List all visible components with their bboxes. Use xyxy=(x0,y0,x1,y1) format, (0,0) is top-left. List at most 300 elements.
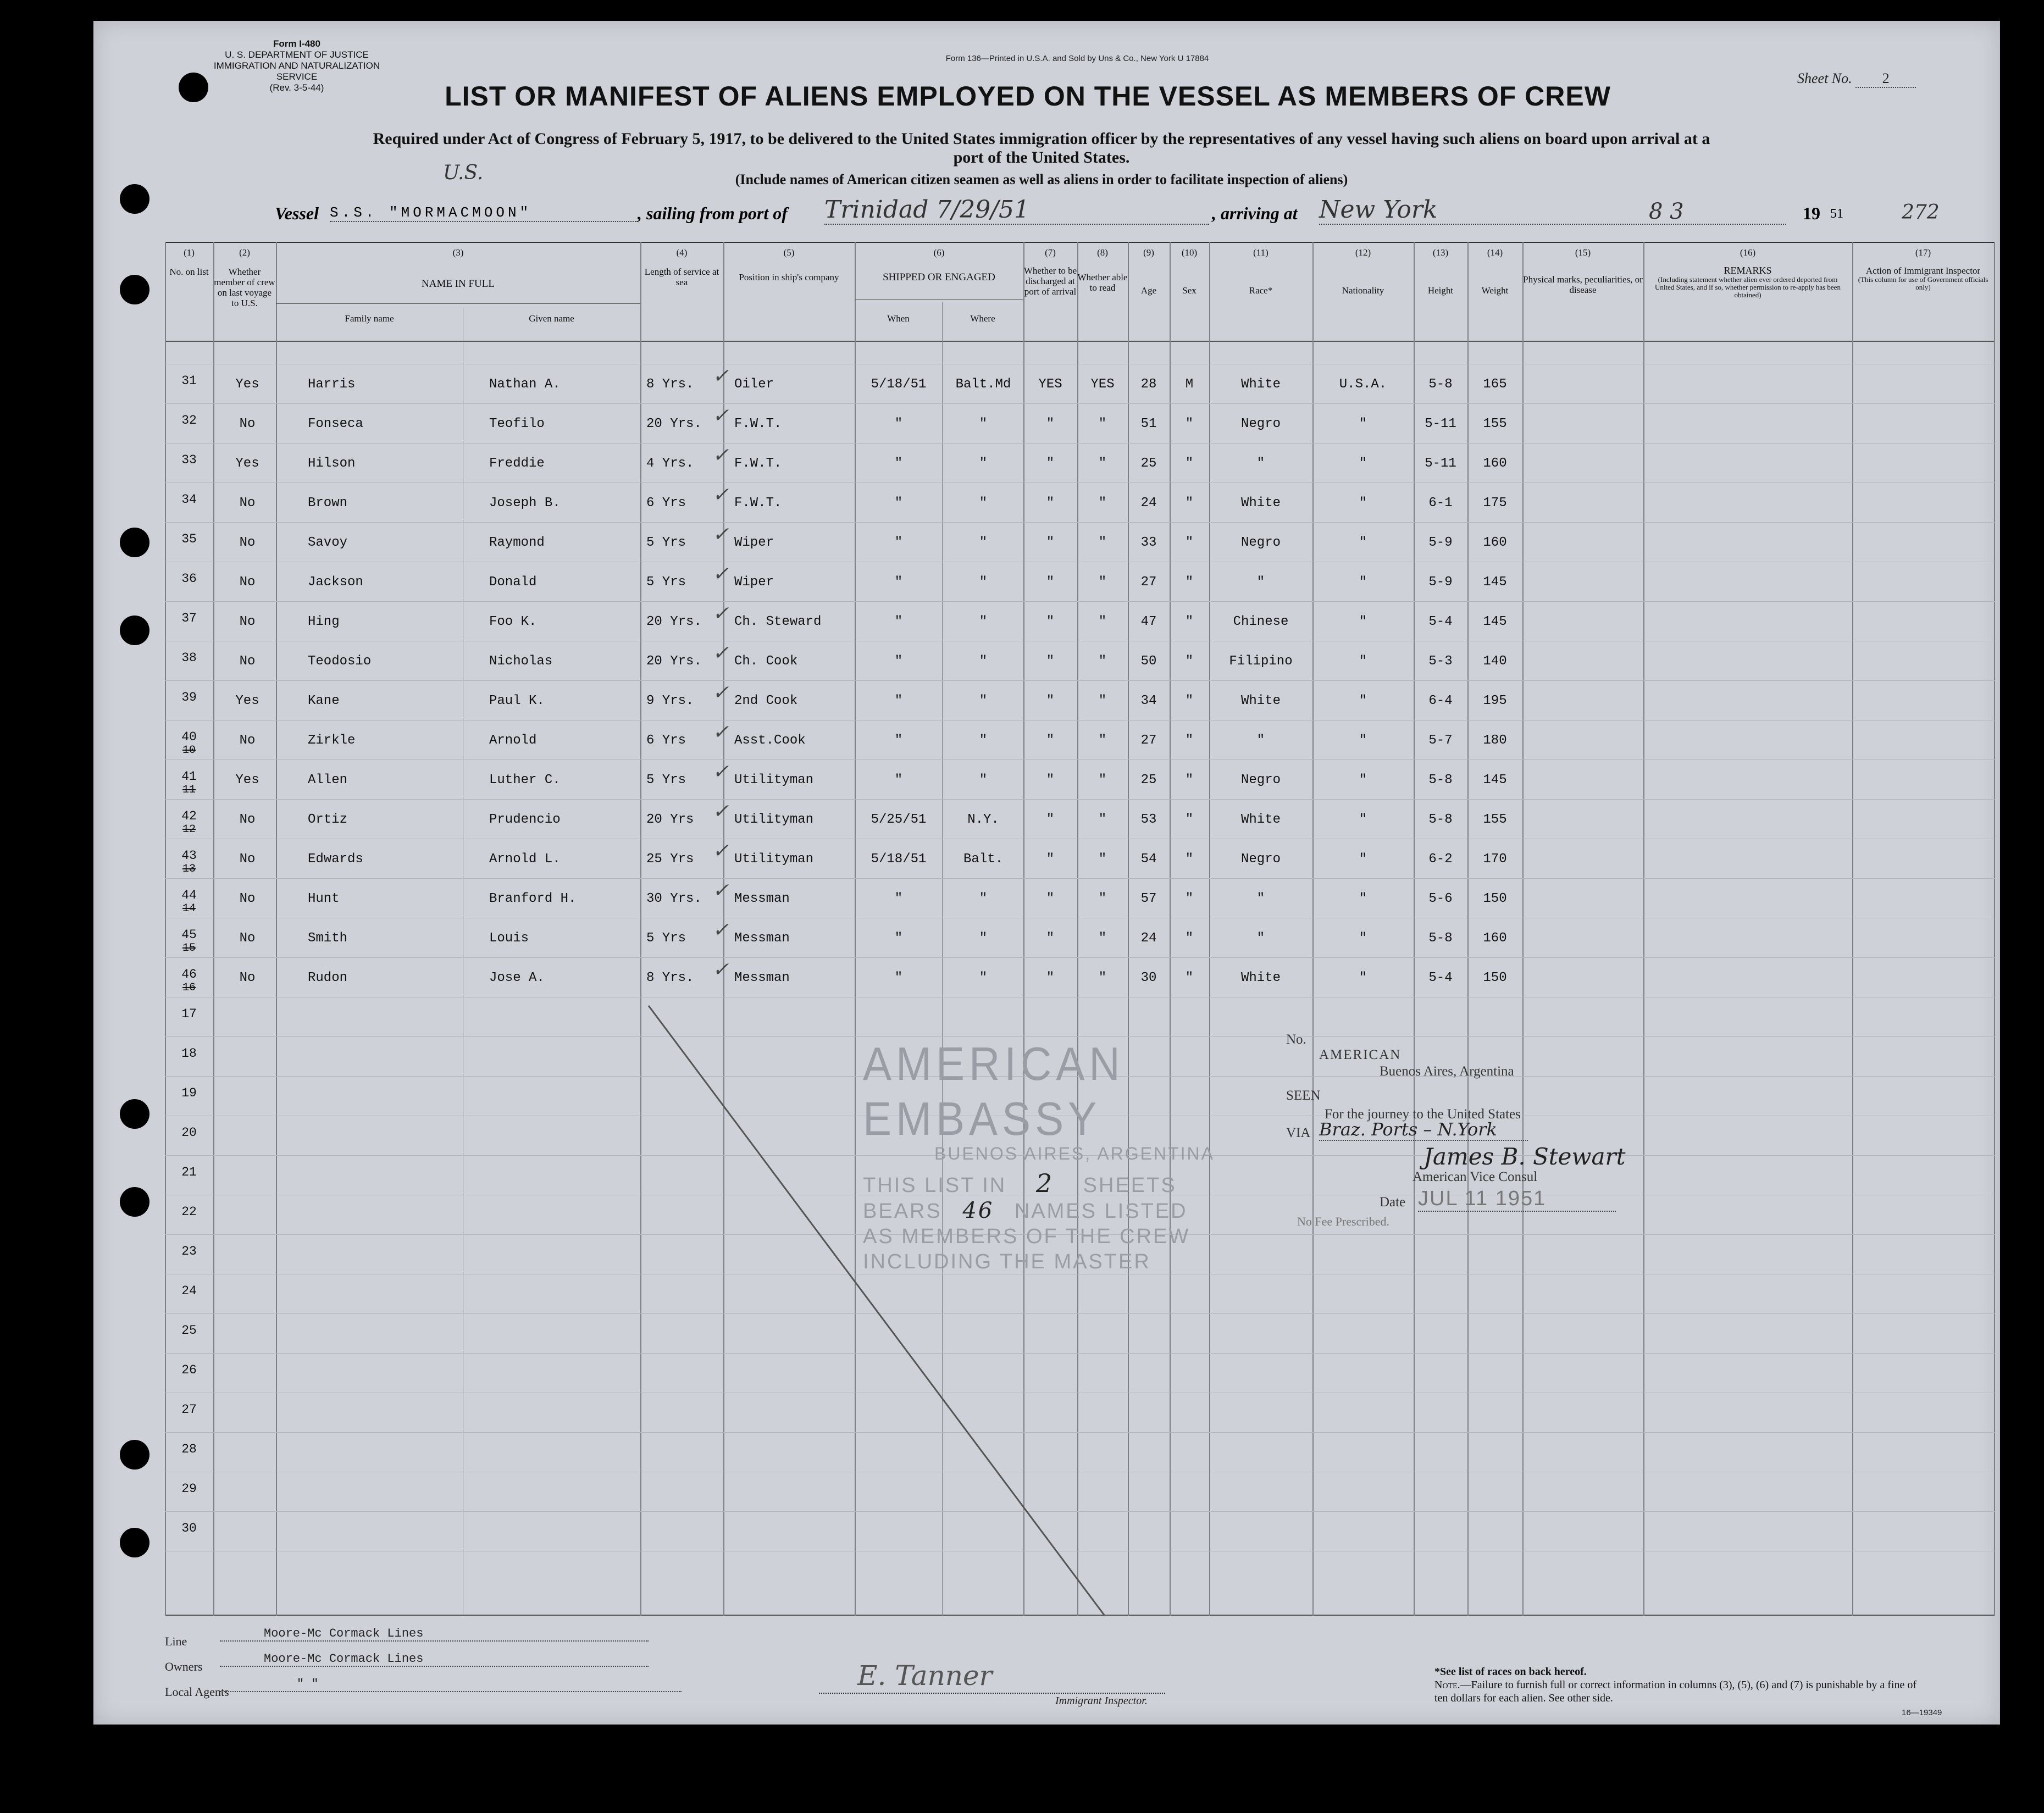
row-number: 40 xyxy=(181,730,197,744)
col12-header: (12) Nationality xyxy=(1342,247,1384,296)
cell-position: Oiler xyxy=(734,377,774,392)
empty-row-number: 22 xyxy=(181,1205,197,1219)
cell-given: Luther C. xyxy=(489,773,561,788)
cell-family: Savoy xyxy=(308,535,348,550)
col10-header: (10) Sex xyxy=(1181,247,1198,296)
stamp-line-4b: NAMES LISTED xyxy=(1014,1200,1188,1223)
cell-given: Prudencio xyxy=(489,812,561,827)
footer-company-block xyxy=(165,1627,660,1703)
cell-when: " xyxy=(894,456,903,471)
cell-discharged: " xyxy=(1046,812,1055,827)
cell-age: 54 xyxy=(1140,852,1157,867)
stamp-line-3: THIS LIST IN xyxy=(863,1174,1007,1197)
col14-header: (14) Weight xyxy=(1481,247,1509,296)
cell-where: " xyxy=(979,417,988,431)
cell-when: " xyxy=(894,694,903,708)
cell-age: 27 xyxy=(1140,575,1157,590)
col4-header: (4) Length of service at sea xyxy=(644,247,719,287)
row-number: 36 xyxy=(181,572,197,586)
cell-when: 5/18/51 xyxy=(871,852,927,867)
cell-when: " xyxy=(894,496,903,511)
cell-read: " xyxy=(1098,852,1107,867)
cell-service: 6 Yrs xyxy=(646,496,686,511)
cell-prev: No xyxy=(239,891,256,906)
cell-service: 5 Yrs xyxy=(646,575,686,590)
cell-race: Negro xyxy=(1240,773,1281,788)
cell-race: Chinese xyxy=(1233,614,1289,629)
empty-row-number: 19 xyxy=(181,1086,197,1100)
cell-sex: " xyxy=(1185,812,1194,827)
cell-family: Hing xyxy=(308,614,340,629)
cell-position: Utilityman xyxy=(734,773,814,788)
vessel-label: Vessel xyxy=(275,203,319,223)
empty-row-number: 18 xyxy=(181,1046,197,1061)
cell-nationality: " xyxy=(1359,535,1367,550)
cell-family: Kane xyxy=(308,694,340,708)
cell-prev: No xyxy=(239,931,256,946)
cell-age: 24 xyxy=(1140,931,1157,946)
when-header: When xyxy=(887,313,910,324)
stamp-line-3b: SHEETS xyxy=(1083,1174,1177,1197)
cell-read: " xyxy=(1098,614,1107,629)
cell-where: " xyxy=(979,971,988,985)
cell-age: 50 xyxy=(1140,654,1157,669)
cell-race: Negro xyxy=(1240,417,1281,431)
cell-height: 5-4 xyxy=(1428,614,1453,629)
cell-weight: 140 xyxy=(1483,654,1507,669)
cell-weight: 155 xyxy=(1483,417,1507,431)
row-number: 39 xyxy=(181,690,197,705)
original-row-number: 15 xyxy=(182,942,196,955)
cell-race: " xyxy=(1256,891,1265,906)
cell-weight: 155 xyxy=(1483,812,1507,827)
cell-family: Edwards xyxy=(308,852,363,867)
cell-age: 30 xyxy=(1140,971,1157,985)
cell-height: 5-8 xyxy=(1428,812,1453,827)
cell-prev: Yes xyxy=(235,456,259,471)
cell-prev: No xyxy=(239,614,256,629)
cell-when: " xyxy=(894,733,903,748)
col6-header: (6) SHIPPED OR ENGAGED xyxy=(883,247,995,283)
cell-height: 5-11 xyxy=(1425,417,1456,431)
cell-age: 47 xyxy=(1140,614,1157,629)
row-number: 37 xyxy=(181,611,197,625)
stamp-line-5: AS MEMBERS OF THE CREW xyxy=(863,1225,1190,1248)
cell-nationality: " xyxy=(1359,654,1367,669)
cell-prev: No xyxy=(239,733,256,748)
cell-race: White xyxy=(1240,377,1281,392)
stamp-sheets-count: 2 xyxy=(1035,1168,1054,1198)
cell-weight: 175 xyxy=(1483,496,1507,511)
sheet-label: Sheet No. xyxy=(1797,70,1852,86)
check-mark-icon: ✓ xyxy=(712,404,729,427)
cell-family: Rudon xyxy=(308,971,348,985)
cell-position: Ch. Cook xyxy=(734,654,798,669)
subtitle-line-1: Required under Act of Congress of February 5, 1917, to be delivered to the United States immigration officer by the representatives of any vessel having such aliens on board upon arrival at a xyxy=(373,130,1710,148)
row-number: 35 xyxy=(181,532,197,546)
cell-read: " xyxy=(1098,812,1107,827)
visa-fee: No Fee Prescribed. xyxy=(1297,1215,1390,1228)
cell-age: 33 xyxy=(1140,535,1157,550)
visa-city: Buenos Aires, Argentina xyxy=(1380,1064,1514,1079)
original-row-number: 16 xyxy=(182,982,196,994)
cell-given: Joseph B. xyxy=(489,496,561,511)
col7-header: (7) Whether to be discharged at port of arrival xyxy=(1023,247,1077,297)
cell-when: 5/25/51 xyxy=(871,812,927,827)
note-text: —Failure to furnish full or correct information in columns (3), (5), (6) and (7) is punishable by a fine of ten dollars for each alien. See other side. xyxy=(1434,1679,1917,1704)
cell-position: Wiper xyxy=(734,575,774,590)
cell-service: 20 Yrs. xyxy=(646,417,702,431)
original-row-number: 10 xyxy=(182,744,196,757)
cell-age: 25 xyxy=(1140,773,1157,788)
cell-service: 20 Yrs. xyxy=(646,614,702,629)
cell-sex: " xyxy=(1185,456,1194,471)
sheet-number: 2 xyxy=(1855,70,1916,88)
cell-position: Messman xyxy=(734,971,790,985)
cell-sex: " xyxy=(1185,852,1194,867)
cell-service: 5 Yrs xyxy=(646,931,686,946)
cell-when: " xyxy=(894,535,903,550)
given-name-header: Given name xyxy=(529,313,574,324)
row-number: 46 xyxy=(181,967,197,982)
sailing-label: , sailing from port of xyxy=(638,203,788,223)
cell-where: N.Y. xyxy=(967,812,999,827)
check-mark-icon: ✓ xyxy=(712,958,729,981)
sailing-from: Trinidad 7/29/51 xyxy=(824,196,1209,225)
cell-nationality: " xyxy=(1359,852,1367,867)
cell-discharged: " xyxy=(1046,417,1055,431)
cell-given: Freddie xyxy=(489,456,545,471)
cell-weight: 145 xyxy=(1483,614,1507,629)
cell-age: 51 xyxy=(1140,417,1157,431)
check-mark-icon: ✓ xyxy=(712,444,729,467)
us-handwritten-mark: U.S. xyxy=(443,162,484,184)
cell-read: " xyxy=(1098,575,1107,590)
cell-where: " xyxy=(979,654,988,669)
cell-race: " xyxy=(1256,931,1265,946)
original-row-number: 14 xyxy=(182,902,196,915)
cell-race: " xyxy=(1256,733,1265,748)
cell-when: " xyxy=(894,614,903,629)
cell-sex: " xyxy=(1185,614,1194,629)
cell-prev: No xyxy=(239,575,256,590)
cell-position: Utilityman xyxy=(734,812,814,827)
subtitle-line-2: port of the United States. xyxy=(953,148,1130,167)
col13-header: (13) Height xyxy=(1427,247,1454,296)
cell-position: F.W.T. xyxy=(734,456,782,471)
cell-read: YES xyxy=(1090,377,1115,392)
cell-when: " xyxy=(894,417,903,431)
col8-header: (8) Whether able to read xyxy=(1077,247,1128,293)
cell-discharged: " xyxy=(1046,971,1055,985)
cell-given: Louis xyxy=(489,931,529,946)
cell-service: 9 Yrs. xyxy=(646,694,694,708)
cell-given: Foo K. xyxy=(489,614,537,629)
empty-row-number: 28 xyxy=(181,1442,197,1456)
cell-where: " xyxy=(979,931,988,946)
cell-given: Raymond xyxy=(489,535,545,550)
visa-via-value: Braz. Ports – N.York xyxy=(1319,1119,1528,1141)
cell-race: Negro xyxy=(1240,852,1281,867)
cell-given: Jose A. xyxy=(489,971,545,985)
embassy-stamp xyxy=(863,1037,1248,1274)
empty-row-number: 20 xyxy=(181,1125,197,1140)
cell-race: " xyxy=(1256,456,1265,471)
check-mark-icon: ✓ xyxy=(712,681,729,704)
cell-where: Balt.Md xyxy=(955,377,1011,392)
cell-prev: No xyxy=(239,535,256,550)
check-mark-icon: ✓ xyxy=(712,642,729,664)
cell-where: " xyxy=(979,496,988,511)
cell-height: 5-8 xyxy=(1428,377,1453,392)
visa-no: No. xyxy=(1286,1032,1306,1047)
cell-weight: 165 xyxy=(1483,377,1507,392)
cell-read: " xyxy=(1098,773,1107,788)
cell-race: " xyxy=(1256,575,1265,590)
cell-sex: " xyxy=(1185,931,1194,946)
cell-discharged: " xyxy=(1046,575,1055,590)
owners-label: Owners xyxy=(165,1660,203,1673)
cell-position: Ch. Steward xyxy=(734,614,822,629)
empty-row-number: 21 xyxy=(181,1165,197,1179)
cell-where: Balt. xyxy=(963,852,1003,867)
check-mark-icon: ✓ xyxy=(712,840,729,862)
original-row-number: 13 xyxy=(182,863,196,875)
cell-position: Messman xyxy=(734,891,790,906)
cell-position: Utilityman xyxy=(734,852,814,867)
cell-nationality: U.S.A. xyxy=(1339,377,1387,392)
cell-nationality: " xyxy=(1359,733,1367,748)
check-mark-icon: ✓ xyxy=(712,523,729,546)
cell-prev: No xyxy=(239,417,256,431)
cell-sex: " xyxy=(1185,971,1194,985)
cell-height: 5-11 xyxy=(1425,456,1456,471)
line-value: Moore-Mc Cormack Lines xyxy=(220,1627,649,1642)
cell-sex: " xyxy=(1185,496,1194,511)
cell-service: 8 Yrs. xyxy=(646,971,694,985)
cell-prev: No xyxy=(239,812,256,827)
col9-header: (9) Age xyxy=(1140,247,1157,296)
cell-service: 6 Yrs xyxy=(646,733,686,748)
cell-prev: No xyxy=(239,496,256,511)
cell-discharged: YES xyxy=(1038,377,1062,392)
cell-sex: " xyxy=(1185,575,1194,590)
cell-age: 57 xyxy=(1140,891,1157,906)
cell-read: " xyxy=(1098,654,1107,669)
row-number: 33 xyxy=(181,453,197,467)
cell-position: 2nd Cook xyxy=(734,694,798,708)
cell-given: Arnold xyxy=(489,733,537,748)
cell-nationality: " xyxy=(1359,614,1367,629)
cell-position: Wiper xyxy=(734,535,774,550)
cell-position: Messman xyxy=(734,931,790,946)
cell-weight: 160 xyxy=(1483,535,1507,550)
cell-given: Donald xyxy=(489,575,537,590)
cell-race: Negro xyxy=(1240,535,1281,550)
cell-race: White xyxy=(1240,812,1281,827)
col15-header: (15) Physical marks, peculiarities, or disease xyxy=(1523,247,1643,295)
check-mark-icon: ✓ xyxy=(712,602,729,625)
visa-officer-title: American Vice Consul xyxy=(1412,1169,1538,1184)
check-mark-icon: ✓ xyxy=(712,365,729,387)
empty-row-number: 24 xyxy=(181,1284,197,1298)
cell-family: Fonseca xyxy=(308,417,363,431)
cell-service: 8 Yrs. xyxy=(646,377,694,392)
cell-race: White xyxy=(1240,496,1281,511)
cell-service: 20 Yrs. xyxy=(646,654,702,669)
cell-when: " xyxy=(894,971,903,985)
row-number: 44 xyxy=(181,888,197,902)
visa-seen: SEEN xyxy=(1286,1088,1321,1103)
cell-position: F.W.T. xyxy=(734,496,782,511)
cell-discharged: " xyxy=(1046,733,1055,748)
original-row-number: 12 xyxy=(182,823,196,836)
col2-header: (2) Whether member of crew on last voyage to U.S. xyxy=(214,247,275,308)
cell-discharged: " xyxy=(1046,694,1055,708)
empty-row-number: 27 xyxy=(181,1402,197,1417)
cell-prev: Yes xyxy=(235,773,259,788)
arriving-at: New York xyxy=(1319,196,1786,225)
cell-read: " xyxy=(1098,733,1107,748)
cell-family: Teodosio xyxy=(308,654,372,669)
cell-position: F.W.T. xyxy=(734,417,782,431)
cell-height: 5-9 xyxy=(1428,535,1453,550)
page-title: LIST OR MANIFEST OF ALIENS EMPLOYED ON THE VESSEL AS MEMBERS OF CREW xyxy=(445,81,1611,112)
cell-weight: 195 xyxy=(1483,694,1507,708)
cell-given: Nicholas xyxy=(489,654,553,669)
cell-discharged: " xyxy=(1046,496,1055,511)
cell-family: Hunt xyxy=(308,891,340,906)
cell-when: " xyxy=(894,773,903,788)
visa-date: JUL 11 1951 xyxy=(1418,1187,1616,1212)
cell-height: 5-8 xyxy=(1428,931,1453,946)
cell-discharged: " xyxy=(1046,891,1055,906)
cell-sex: " xyxy=(1185,417,1194,431)
cell-age: 28 xyxy=(1140,377,1157,392)
cell-weight: 160 xyxy=(1483,931,1507,946)
cell-family: Ortiz xyxy=(308,812,348,827)
col3-header: (3) NAME IN FULL xyxy=(422,247,495,290)
cell-age: 24 xyxy=(1140,496,1157,511)
cell-family: Jackson xyxy=(308,575,363,590)
cell-weight: 145 xyxy=(1483,575,1507,590)
row-number: 42 xyxy=(181,809,197,823)
col11-header: (11) Race* xyxy=(1249,247,1273,296)
cell-where: " xyxy=(979,891,988,906)
cell-when: 5/18/51 xyxy=(871,377,927,392)
cell-nationality: " xyxy=(1359,773,1367,788)
cell-read: " xyxy=(1098,931,1107,946)
cell-prev: Yes xyxy=(235,694,259,708)
cell-weight: 160 xyxy=(1483,456,1507,471)
cell-discharged: " xyxy=(1046,773,1055,788)
cell-height: 6-4 xyxy=(1428,694,1453,708)
cell-race: White xyxy=(1240,971,1281,985)
printer-line: Form 136—Printed in U.S.A. and Sold by Uns & Co., New York U 17884 xyxy=(945,54,1209,63)
footer-notes xyxy=(1434,1665,1929,1705)
cell-sex: " xyxy=(1185,535,1194,550)
cell-sex: " xyxy=(1185,891,1194,906)
cell-height: 5-8 xyxy=(1428,773,1453,788)
inspector-label: Immigrant Inspector. xyxy=(1055,1695,1148,1707)
cell-where: " xyxy=(979,614,988,629)
cell-nationality: " xyxy=(1359,812,1367,827)
cell-family: Brown xyxy=(308,496,348,511)
cell-where: " xyxy=(979,773,988,788)
cell-nationality: " xyxy=(1359,891,1367,906)
stamp-line-4: BEARS xyxy=(863,1200,942,1223)
row-number: 34 xyxy=(181,492,197,507)
stamp-embassy-city: BUENOS AIRES, ARGENTINA xyxy=(934,1144,1215,1163)
where-header: Where xyxy=(970,313,995,324)
cell-age: 53 xyxy=(1140,812,1157,827)
cell-discharged: " xyxy=(1046,614,1055,629)
inspector-signature-line xyxy=(819,1693,1165,1694)
year-prefix: 19 xyxy=(1803,203,1820,223)
cell-when: " xyxy=(894,891,903,906)
cell-where: " xyxy=(979,733,988,748)
reference-number: 272 xyxy=(1902,201,1940,224)
cell-height: 6-1 xyxy=(1428,496,1453,511)
department: U. S. DEPARTMENT OF JUSTICE xyxy=(225,49,369,60)
cell-family: Hilson xyxy=(308,456,356,471)
cell-where: " xyxy=(979,575,988,590)
cell-service: 20 Yrs xyxy=(646,812,694,827)
visa-date-label: Date xyxy=(1380,1195,1406,1210)
cell-given: Arnold L. xyxy=(489,852,561,867)
row-number: 41 xyxy=(181,769,197,784)
year: 51 xyxy=(1830,207,1843,221)
empty-row-number: 23 xyxy=(181,1244,197,1258)
races-note: *See list of races on back hereof. xyxy=(1434,1666,1587,1678)
cell-race: Filipino xyxy=(1229,654,1293,669)
stamp-embassy-title: AMERICAN EMBASSY xyxy=(863,1037,1125,1145)
cell-sex: " xyxy=(1185,654,1194,669)
cell-service: 5 Yrs xyxy=(646,535,686,550)
cell-where: " xyxy=(979,456,988,471)
cell-prev: Yes xyxy=(235,377,259,392)
empty-row-number: 29 xyxy=(181,1482,197,1496)
cell-height: 5-6 xyxy=(1428,891,1453,906)
subtitle-note: (Include names of American citizen seamen as well as aliens in order to facilitate inspection of aliens) xyxy=(735,171,1348,187)
cell-discharged: " xyxy=(1046,456,1055,471)
cell-nationality: " xyxy=(1359,417,1367,431)
col1-header: (1) No. on list xyxy=(169,247,209,277)
row-number: 31 xyxy=(181,374,197,388)
cell-read: " xyxy=(1098,694,1107,708)
cell-nationality: " xyxy=(1359,575,1367,590)
row-number: 43 xyxy=(181,849,197,863)
visa-american: AMERICAN xyxy=(1319,1047,1402,1062)
cell-service: 5 Yrs xyxy=(646,773,686,788)
cell-read: " xyxy=(1098,971,1107,985)
cell-nationality: " xyxy=(1359,496,1367,511)
cell-discharged: " xyxy=(1046,852,1055,867)
check-mark-icon: ✓ xyxy=(712,919,729,941)
stamp-names-count: 46 xyxy=(962,1198,994,1223)
col17-header: (17) Action of Immigrant Inspector (This column for use of Government officials only) xyxy=(1858,247,1988,291)
stamp-list-text xyxy=(863,1168,1248,1274)
arriving-label: , arriving at xyxy=(1212,203,1298,223)
stamp-line-6: INCLUDING THE MASTER xyxy=(863,1250,1151,1273)
cell-sex: " xyxy=(1185,773,1194,788)
cell-service: 25 Yrs xyxy=(646,852,694,867)
cell-read: " xyxy=(1098,456,1107,471)
line-label: Line xyxy=(165,1634,187,1648)
cell-height: 6-2 xyxy=(1428,852,1453,867)
cell-read: " xyxy=(1098,535,1107,550)
row-number: 32 xyxy=(181,413,197,428)
